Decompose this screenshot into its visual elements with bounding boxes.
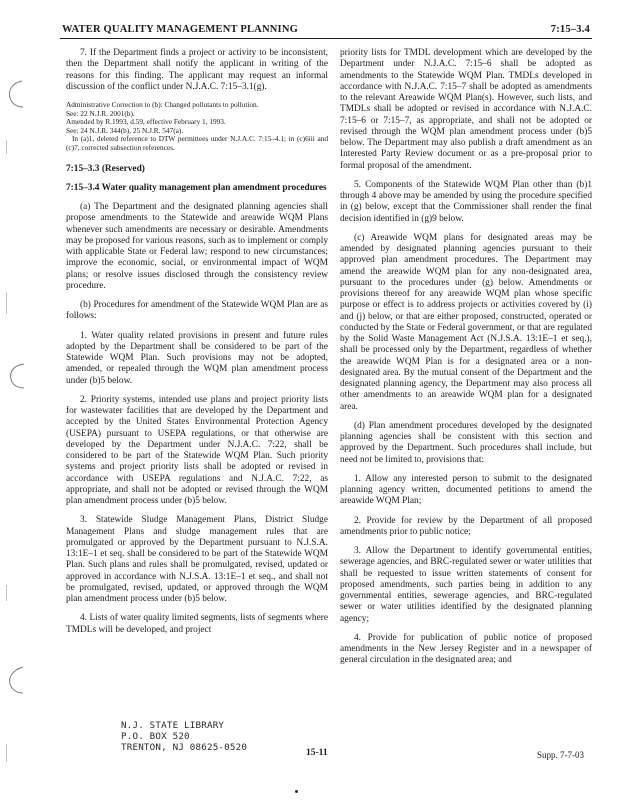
history-note: See: 22 N.J.R. 2001(b). <box>66 108 135 118</box>
right-column <box>340 48 592 667</box>
stamp-line: P.O. BOX 520 <box>121 731 190 743</box>
paragraph-d1: 1. Allow any interested person to submit to the designated planning agency written, documented petitions to amend the areawide WQM Plan; <box>340 473 592 507</box>
page-number: 15-11 <box>306 748 328 758</box>
paragraph-b4: 4. Lists of water quality limited segments, lists of segments where TMDLs will be developed, and project <box>66 613 328 635</box>
history-note: In (a)1, deleted reference to DTW permittees under N.J.A.C. 7:15–4.1; in (c)6iii and (c)7, corrected subsection references. <box>66 134 328 152</box>
section-heading-3-3: 7:15–3.3 (Reserved) <box>66 163 145 174</box>
supplement-date: Supp. 7-7-03 <box>537 750 584 760</box>
paragraph-b: (b) Procedures for amendment of the Statewide WQM Plan are as follows: <box>66 300 328 322</box>
paragraph-d3: 3. Allow the Department to identify governmental entities, sewerage agencies, and BRC-regulated sewer or water utilities that shall be requested to issue written statements of consent for proposed amendments, such parties being in addition to any governmental entities, sewerage agencies, and BRC-regulated sewer or water utilities identified by the designated planning agency; <box>340 546 592 624</box>
header-section-number: 7:15–3.4 <box>550 24 590 35</box>
left-column <box>66 48 328 636</box>
paragraph-7: 7. If the Department finds a project or activity to be inconsistent, then the Department shall notify the applicant in writing of the reasons for this finding. The applicant may request an informal discussion of the conflict under N.J.A.C. 7:15–3.1(g). <box>66 48 328 92</box>
scan-edge-line <box>6 140 7 154</box>
history-note: Amended by R.1993, d.59, effective February 1, 1993. <box>66 117 226 127</box>
paragraph-b-list <box>66 331 328 636</box>
library-stamp <box>121 720 247 754</box>
header-title: WATER QUALITY MANAGEMENT PLANNING <box>62 24 298 35</box>
history-note: Administrative Correction to (b): Changed pollutants to pollution. <box>66 100 259 109</box>
paragraph-b3: 3. Statewide Sludge Management Plans, District Sludge Management Plans and sludge management rules that are promulgated or approved by the Department pursuant to N.J.S.A. 13:1E–1 et seq. shall be considered to be part of the Statewide WQM Plan. Such plans and rules shall be promulgated, revised, updated or approved in accordance with N.J.S.A. 13:1E–1 et seq., and shall not be promulgated, revised, updated, or approved through the WQM plan amendment process under (b)5 below. <box>66 515 328 605</box>
running-header <box>60 22 592 39</box>
paragraph-d2: 2. Provide for review by the Department of all proposed amendments prior to public notice; <box>340 515 592 537</box>
stamp-line: TRENTON, NJ 08625-0520 <box>121 742 248 754</box>
paragraph-d: (d) Plan amendment procedures developed by the designated planning agencies shall be consistent with this section and approved by the Department. Such procedures shall include, but need not be limited to, provisions that: <box>340 420 592 465</box>
paragraph-c: (c) Areawide WQM plans for designated areas may be amended by designated planning agencies pursuant to their approved plan amendment procedures. The Department may amend the areawide WQM plan for any non-designated area, pursuant to the procedures under (g) below. Amendments or provisions thereof for any areawide WQM plan whose specific purpose or effect is to address projects or activities covered by (i) and (j) below, or that are either proposed, constructed, operated or conducted by the State or Federal government, or that are regulated by the Solid Waste Management Act (N.J.S.A. 13:1E–1 et seq.), shall be processed only by the Department, regardless of whether the areawide WQM Plan is for a designated area or a non-designated area. By the mutual consent of the Department and the designated planning agency, the Department may also process all other amendments to an areawide WQM plan for a designated area. <box>340 232 592 412</box>
paragraph-b4-continued: priority lists for TMDL development which are developed by the Department under N.J.A.C. 7:15–6 shall be adopted as amendments to the Statewide WQM Plan. TMDLs developed in accordance with N.J.A.C. 7:15–7 shall be adopted as amendments to the relevant Areawide WQM Plan(s). However, such lists, and TMDLs shall be adopted or revised in accordance with N.J.A.C. 7:15–6 or 7:15–7, as appropriate, and shall not be adopted or revised through the WQM plan amendment process under (b)5 below. The Department may also publish a draft amendment as an Interested Party Review document or as a pre-proposal prior to formal proposal of the amendment. <box>340 48 592 171</box>
scan-dot <box>295 790 298 793</box>
punch-hole-mark-icon <box>4 664 30 696</box>
punch-hole-mark-icon <box>4 360 30 392</box>
paragraph-b2: 2. Priority systems, intended use plans and project priority lists for wastewater facilities that are developed by the Department and accepted by the United States Environmental Protection Agency (USEPA) pursuant to USEPA regulations, or that otherwise are developed by the Department under N.J.A.C. 7:22, shall be considered to be part of the Statewide WQM Plan. Such priority systems and project priority lists shall be adopted or revised in accordance with USEPA regulations and N.J.A.C. 7:22, as appropriate, and shall not be adopted or revised through the WQM plan amendment process under (b)5 below. <box>66 394 328 507</box>
paragraph-b1: 1. Water quality related provisions in present and future rules adopted by the Department shall be considered to be part of the Statewide WQM Plan. Such provisions may not be adopted, amended, or repealed through the WQM plan amendment process under (b)5 below. <box>66 330 328 386</box>
paragraph-a: (a) The Department and the designated planning agencies shall propose amendments to the Statewide and areawide WQM Plans whenever such amendments are necessary or desirable. Amendments may be proposed for various reasons, such as to implement or comply with applicable State or Federal law; respond to new circumstances; improve the economic, social, or environmental impact of WQM plans; or resolve issues disclosed through the consistency review procedure. <box>66 202 328 291</box>
stamp-line: N.J. STATE LIBRARY <box>121 720 225 731</box>
paragraph-d4: 4. Provide for publication of public notice of proposed amendments in the New Jersey Register and in a newspaper of general circulation in the designated area; and <box>340 632 592 666</box>
scan-edge-line <box>6 585 7 601</box>
section-heading-3-4: 7:15–3.4 Water quality management plan amendment procedures <box>66 182 327 193</box>
punch-hole-mark-icon <box>4 78 30 110</box>
paragraph-d-list <box>340 474 592 667</box>
history-notes <box>66 101 328 153</box>
scan-edge-line <box>6 744 7 762</box>
paragraph-b5: 5. Components of the Statewide WQM Plan other than (b)1 through 4 above may be amended by using the procedure specified in (g) below, except that the Commissioner shall render the final decision identified in (g)9 below. <box>340 179 592 224</box>
scan-edge-line <box>6 292 7 314</box>
history-note: See: 24 N.J.R. 344(b), 25 N.J.R. 547(a). <box>66 125 184 135</box>
